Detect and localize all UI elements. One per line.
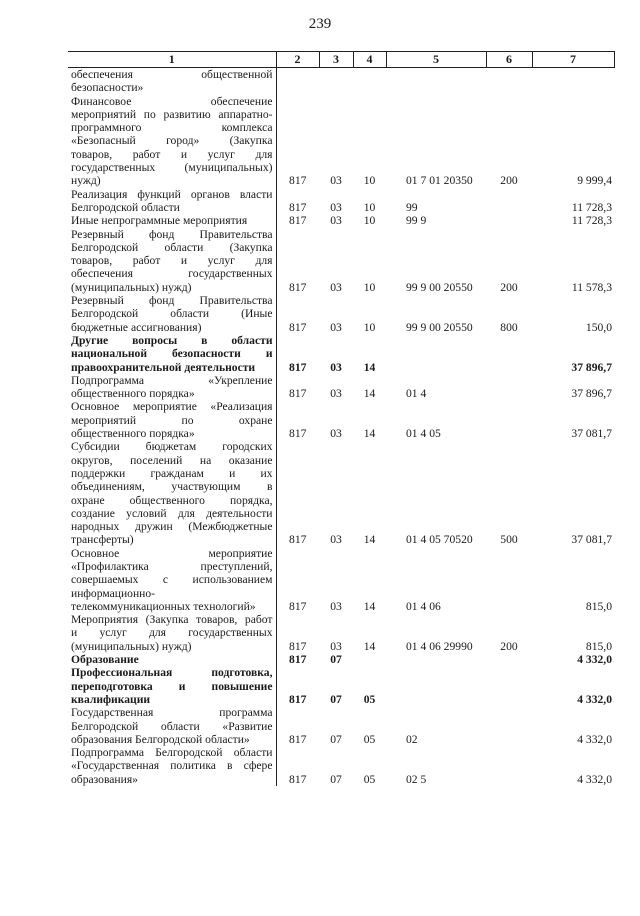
subsection-code: 14 — [363, 639, 376, 653]
amount: 37 081,7 — [571, 533, 612, 547]
table-row — [68, 188, 614, 215]
description-line: Резервный фонд Правительства — [71, 227, 273, 241]
description-line: Финансовое обеспечение — [71, 94, 273, 108]
amount: 11 728,3 — [571, 200, 612, 214]
ministry-code: 817 — [289, 360, 307, 374]
description-line: мероприятий по развитию аппаратно- — [71, 107, 273, 121]
description-line: Реализация функций органов власти — [71, 187, 273, 201]
description-line: совершаемых с использованием — [71, 573, 273, 587]
ministry-code: 817 — [289, 387, 307, 401]
description-line: объединениям, участвующим в — [71, 480, 273, 494]
description-line: «Безопасный город» (Закупка — [71, 134, 273, 148]
table-header — [68, 52, 614, 68]
ministry-code: 817 — [289, 692, 307, 706]
table-body — [68, 68, 614, 787]
section-code: 03 — [330, 280, 342, 294]
expense-type-code — [486, 400, 532, 440]
section-code: 03 — [330, 427, 342, 441]
expense-type-code: 200 — [500, 639, 518, 653]
description-line: общественного порядка» — [71, 387, 195, 401]
column-header-5: 5 — [386, 52, 486, 68]
section-code: 03 — [330, 639, 342, 653]
description-line: народных дружин (Межбюджетные — [71, 520, 273, 534]
subsection-code: 10 — [363, 214, 376, 228]
target-article-code: 99 9 00 20550 — [406, 320, 473, 334]
description-line: (муниципальных) нужд) — [71, 280, 192, 294]
description-line: программного комплекса — [71, 121, 273, 135]
amount: 4 332,0 — [577, 772, 612, 786]
table-row — [68, 95, 614, 188]
section-code: 03 — [330, 599, 342, 613]
target-article-code: 99 — [406, 200, 418, 214]
ministry-code — [276, 68, 319, 95]
description-line: округов, поселений на оказание — [71, 453, 273, 467]
description-line: квалификации — [71, 692, 151, 706]
table-row — [68, 374, 614, 401]
expense-type-code: 200 — [500, 280, 518, 294]
subsection-code: 05 — [363, 732, 376, 746]
target-article-code — [386, 334, 486, 374]
table-row — [68, 294, 614, 334]
table-row — [68, 214, 614, 227]
description-line: правоохранительной деятельности — [71, 360, 256, 374]
expense-type-code — [486, 68, 532, 95]
section-code: 07 — [330, 653, 342, 667]
expense-type-code — [486, 334, 532, 374]
amount: 4 332,0 — [577, 653, 612, 667]
description-line: поддержки гражданам и их — [71, 466, 273, 480]
ministry-code: 817 — [289, 599, 307, 613]
subsection-code — [353, 68, 386, 95]
target-article-code: 01 7 01 20350 — [406, 174, 473, 188]
section-code: 03 — [330, 200, 342, 214]
description-line: создание условий для деятельности — [71, 506, 273, 520]
amount: 9 999,4 — [577, 174, 612, 188]
description-line: Подпрограмма Белгородской области — [71, 746, 273, 760]
expense-type-code — [486, 666, 532, 706]
expense-type-code — [486, 706, 532, 746]
section-code: 03 — [330, 360, 342, 374]
section-code: 07 — [330, 732, 342, 746]
subsection-code: 10 — [363, 200, 376, 214]
subsection-code: 10 — [363, 174, 376, 188]
description-line: «Государственная политика в сфере — [71, 759, 273, 773]
expense-type-code — [486, 547, 532, 613]
description-line: Белгородской области «Развитие — [71, 719, 273, 733]
amount: 4 332,0 — [577, 692, 612, 706]
row-description — [68, 400, 276, 440]
row-description — [68, 334, 276, 374]
subsection-code: 14 — [363, 387, 376, 401]
description-line: Профессиональная подготовка, — [71, 666, 273, 680]
row-description — [68, 613, 276, 653]
description-line: «Профилактика преступлений, — [71, 559, 273, 573]
target-article-code: 01 4 05 — [406, 427, 441, 441]
section-code: 07 — [330, 692, 342, 706]
column-header-2: 2 — [276, 52, 319, 68]
expense-type-code — [486, 746, 532, 786]
column-header-7: 7 — [532, 52, 614, 68]
row-description — [68, 294, 276, 334]
row-description — [68, 228, 276, 294]
subsection-code: 14 — [363, 599, 376, 613]
target-article-code: 01 4 06 — [406, 599, 441, 613]
table-row — [68, 228, 614, 294]
description-line: переподготовка и повышение — [71, 679, 273, 693]
description-line: телекоммуникационных технологий» — [71, 599, 256, 613]
description-line: государственных (муниципальных) — [71, 161, 273, 175]
ministry-code: 817 — [289, 533, 307, 547]
description-line: образования Белгородской области» — [71, 732, 250, 746]
target-article-code: 01 4 06 29990 — [406, 639, 473, 653]
amount: 815,0 — [585, 639, 612, 653]
description-line: Подпрограмма «Укрепление — [71, 373, 273, 387]
target-article-code: 99 9 00 20550 — [406, 280, 473, 294]
section-code — [319, 68, 353, 95]
amount: 37 896,7 — [571, 360, 612, 374]
section-code: 03 — [330, 320, 342, 334]
table-row — [68, 666, 614, 706]
description-line: общественного порядка» — [71, 427, 195, 441]
amount: 11 578,3 — [571, 280, 612, 294]
target-article-code — [386, 666, 486, 706]
budget-table — [68, 51, 615, 786]
table-row — [68, 400, 614, 440]
description-line: Основное мероприятие — [71, 546, 273, 560]
description-line: Другие вопросы в области — [71, 333, 273, 347]
row-description — [68, 68, 276, 95]
expense-type-code: 800 — [500, 320, 518, 334]
amount: 815,0 — [585, 599, 612, 613]
description-line: (муниципальных) нужд) — [71, 639, 192, 653]
description-line: Белгородской области — [71, 200, 180, 214]
table-row — [68, 706, 614, 746]
subsection-code — [353, 653, 386, 666]
description-line: трансферты) — [71, 533, 134, 547]
description-line: мероприятий по охране — [71, 413, 273, 427]
target-article-code: 01 4 05 70520 — [406, 533, 473, 547]
section-code: 03 — [330, 387, 342, 401]
target-article-code: 01 4 — [406, 387, 427, 401]
section-code: 03 — [330, 174, 342, 188]
target-article-code: 99 9 — [406, 214, 427, 228]
amount: 37 081,7 — [571, 427, 612, 441]
subsection-code: 14 — [363, 360, 376, 374]
table-row — [68, 68, 614, 95]
table-row — [68, 547, 614, 613]
description-line: нужд) — [71, 174, 101, 188]
description-line: Основное мероприятие «Реализация — [71, 400, 273, 414]
column-header-1: 1 — [68, 52, 276, 68]
description-line: охране общественного порядка, — [71, 493, 273, 507]
description-line: товаров, работ и услуг для — [71, 147, 273, 161]
ministry-code: 817 — [289, 320, 307, 334]
description-line: Субсидии бюджетам городских — [71, 440, 273, 454]
description-line: Белгородской области (Иные — [71, 307, 273, 321]
ministry-code: 817 — [289, 772, 307, 786]
expense-type-code — [486, 188, 532, 215]
description-line: Образование — [71, 653, 139, 667]
ministry-code: 817 — [289, 639, 307, 653]
ministry-code: 817 — [289, 427, 307, 441]
page-number: 239 — [308, 16, 332, 32]
target-article-code: 02 — [406, 732, 418, 746]
subsection-code: 14 — [363, 427, 376, 441]
subsection-code: 05 — [363, 772, 376, 786]
description-line: информационно- — [71, 586, 156, 600]
column-header-3: 3 — [319, 52, 353, 68]
target-article-code — [386, 653, 486, 666]
expense-type-code: 200 — [500, 174, 518, 188]
amount: 4 332,0 — [577, 732, 612, 746]
table-row — [68, 746, 614, 786]
subsection-code: 10 — [363, 320, 376, 334]
description-line: бюджетные ассигнования) — [71, 320, 202, 334]
section-code: 03 — [330, 214, 342, 228]
description-line: образования» — [71, 772, 138, 786]
table-row — [68, 613, 614, 653]
amount — [532, 68, 614, 95]
table-row — [68, 334, 614, 374]
row-description — [68, 214, 276, 227]
column-header-4: 4 — [353, 52, 386, 68]
target-article-code: 02 5 — [406, 772, 427, 786]
amount: 150,0 — [585, 320, 612, 334]
description-line: Мероприятия (Закупка товаров, работ — [71, 613, 273, 627]
description-line: Белгородской области (Закупка — [71, 240, 273, 254]
description-line: товаров, работ и услуг для — [71, 254, 273, 268]
row-description — [68, 666, 276, 706]
description-line: национальной безопасности и — [71, 347, 273, 361]
table-row — [68, 440, 614, 546]
row-description — [68, 547, 276, 613]
row-description — [68, 653, 276, 666]
target-article-code — [386, 68, 486, 95]
ministry-code: 817 — [289, 732, 307, 746]
description-line: Государственная программа — [71, 706, 273, 720]
table-row — [68, 653, 614, 666]
description-line: Резервный фонд Правительства — [71, 294, 273, 308]
subsection-code: 14 — [363, 533, 376, 547]
subsection-code: 10 — [363, 280, 376, 294]
description-line: безопасности» — [71, 81, 144, 95]
expense-type-code — [486, 653, 532, 666]
description-line: Иные непрограммные мероприятия — [71, 214, 248, 228]
section-code: 07 — [330, 772, 342, 786]
row-description — [68, 746, 276, 786]
description-line: обеспечения общественной — [71, 68, 273, 81]
ministry-code: 817 — [289, 200, 307, 214]
row-description — [68, 188, 276, 215]
amount: 37 896,7 — [571, 387, 612, 401]
row-description — [68, 374, 276, 401]
section-code: 03 — [330, 533, 342, 547]
column-header-6: 6 — [486, 52, 532, 68]
description-line: и услуг для государственных — [71, 626, 273, 640]
ministry-code: 817 — [289, 280, 307, 294]
ministry-code: 817 — [289, 653, 307, 667]
ministry-code: 817 — [289, 174, 307, 188]
expense-type-code — [486, 214, 532, 227]
header-row — [68, 52, 614, 68]
description-line: обеспечения государственных — [71, 267, 273, 281]
row-description — [68, 706, 276, 746]
expense-type-code: 500 — [500, 533, 518, 547]
expense-type-code — [486, 374, 532, 401]
subsection-code: 05 — [363, 692, 376, 706]
row-description — [68, 440, 276, 546]
row-description — [68, 95, 276, 188]
amount: 11 728,3 — [571, 214, 612, 228]
ministry-code: 817 — [289, 214, 307, 228]
